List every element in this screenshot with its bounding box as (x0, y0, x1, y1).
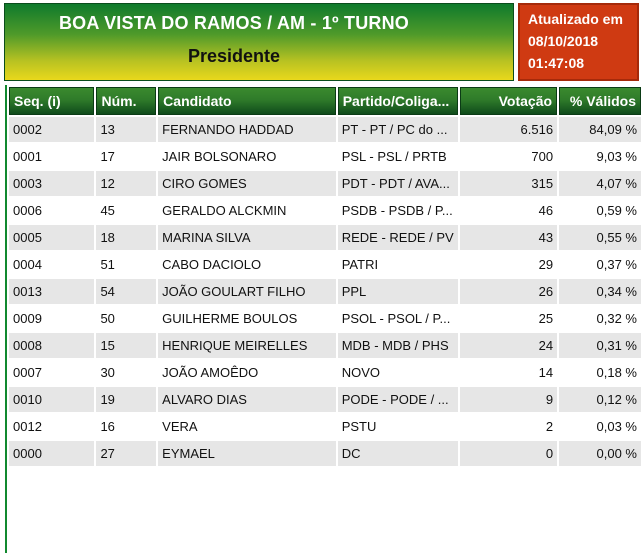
page-title: BOA VISTA DO RAMOS / AM - 1º TURNO (58, 13, 410, 33)
cell-number: 18 (96, 225, 156, 250)
cell-number: 17 (96, 144, 156, 169)
updated-date: 08/10/2018 (528, 33, 599, 49)
cell-candidate: JAIR BOLSONARO (158, 144, 336, 169)
column-header-candidate[interactable]: Candidato (158, 87, 336, 115)
cell-percent: 0,18 % (559, 360, 641, 385)
cell-party: PATRI (338, 252, 458, 277)
cell-percent: 84,09 % (559, 117, 641, 142)
cell-candidate: JOÃO AMOÊDO (158, 360, 336, 385)
table-row[interactable] (9, 198, 641, 223)
table-body (9, 117, 641, 466)
cell-votes: 9 (460, 387, 557, 412)
cell-percent: 0,34 % (559, 279, 641, 304)
column-header-seq[interactable]: Seq. (i) (9, 87, 94, 115)
title-banner (4, 3, 514, 81)
cell-number: 51 (96, 252, 156, 277)
cell-votes: 700 (460, 144, 557, 169)
cell-number: 54 (96, 279, 156, 304)
cell-percent: 0,12 % (559, 387, 641, 412)
cell-number: 27 (96, 441, 156, 466)
cell-percent: 0,00 % (559, 441, 641, 466)
cell-party: NOVO (338, 360, 458, 385)
page-subtitle: Presidente (187, 46, 281, 66)
cell-number: 19 (96, 387, 156, 412)
cell-percent: 0,32 % (559, 306, 641, 331)
cell-number: 50 (96, 306, 156, 331)
cell-candidate: GERALDO ALCKMIN (158, 198, 336, 223)
cell-percent: 9,03 % (559, 144, 641, 169)
cell-party: MDB - MDB / PHS (338, 333, 458, 358)
table-row[interactable] (9, 279, 641, 304)
cell-number: 45 (96, 198, 156, 223)
cell-percent: 0,31 % (559, 333, 641, 358)
cell-votes: 2 (460, 414, 557, 439)
cell-party: PT - PT / PC do ... (338, 117, 458, 142)
column-header-pct[interactable]: % Válidos (559, 87, 641, 115)
cell-party: PPL (338, 279, 458, 304)
header (0, 0, 643, 88)
cell-seq: 0008 (9, 333, 94, 358)
table-row[interactable] (9, 414, 641, 439)
cell-votes: 14 (460, 360, 557, 385)
table-row[interactable] (9, 117, 641, 142)
table-row[interactable] (9, 225, 641, 250)
updated-label: Atualizado em (528, 11, 623, 27)
cell-number: 15 (96, 333, 156, 358)
cell-candidate: EYMAEL (158, 441, 336, 466)
cell-votes: 0 (460, 441, 557, 466)
cell-candidate: HENRIQUE MEIRELLES (158, 333, 336, 358)
cell-seq: 0009 (9, 306, 94, 331)
cell-candidate: ALVARO DIAS (158, 387, 336, 412)
cell-votes: 26 (460, 279, 557, 304)
cell-seq: 0000 (9, 441, 94, 466)
cell-number: 16 (96, 414, 156, 439)
cell-percent: 4,07 % (559, 171, 641, 196)
cell-number: 30 (96, 360, 156, 385)
cell-votes: 315 (460, 171, 557, 196)
cell-votes: 24 (460, 333, 557, 358)
results-table (7, 85, 643, 468)
cell-number: 13 (96, 117, 156, 142)
cell-seq: 0002 (9, 117, 94, 142)
cell-candidate: CABO DACIOLO (158, 252, 336, 277)
cell-seq: 0005 (9, 225, 94, 250)
cell-number: 12 (96, 171, 156, 196)
cell-party: PSL - PSL / PRTB (338, 144, 458, 169)
table-row[interactable] (9, 441, 641, 466)
column-header-party[interactable]: Partido/Coliga... (338, 87, 458, 115)
table-row[interactable] (9, 252, 641, 277)
cell-votes: 6.516 (460, 117, 557, 142)
table-row[interactable] (9, 171, 641, 196)
cell-percent: 0,03 % (559, 414, 641, 439)
cell-candidate: MARINA SILVA (158, 225, 336, 250)
cell-seq: 0003 (9, 171, 94, 196)
cell-seq: 0001 (9, 144, 94, 169)
cell-candidate: CIRO GOMES (158, 171, 336, 196)
cell-party: PODE - PODE / ... (338, 387, 458, 412)
cell-party: DC (338, 441, 458, 466)
update-status-box (518, 3, 639, 81)
cell-votes: 43 (460, 225, 557, 250)
cell-party: PSOL - PSOL / P... (338, 306, 458, 331)
table-row[interactable] (9, 387, 641, 412)
cell-party: REDE - REDE / PV (338, 225, 458, 250)
cell-candidate: VERA (158, 414, 336, 439)
table-row[interactable] (9, 360, 641, 385)
table-row[interactable] (9, 333, 641, 358)
table-header-row (9, 87, 641, 115)
cell-seq: 0004 (9, 252, 94, 277)
cell-party: PSDB - PSDB / P... (338, 198, 458, 223)
column-header-votes[interactable]: Votação (460, 87, 557, 115)
cell-candidate: JOÃO GOULART FILHO (158, 279, 336, 304)
cell-votes: 25 (460, 306, 557, 331)
cell-percent: 0,37 % (559, 252, 641, 277)
results-table-container (5, 85, 643, 553)
cell-party: PDT - PDT / AVA... (338, 171, 458, 196)
updated-time: 01:47:08 (528, 55, 585, 71)
cell-votes: 29 (460, 252, 557, 277)
cell-seq: 0006 (9, 198, 94, 223)
column-header-num[interactable]: Núm. (96, 87, 156, 115)
table-row[interactable] (9, 144, 641, 169)
cell-seq: 0013 (9, 279, 94, 304)
cell-votes: 46 (460, 198, 557, 223)
cell-candidate: GUILHERME BOULOS (158, 306, 336, 331)
cell-seq: 0012 (9, 414, 94, 439)
cell-candidate: FERNANDO HADDAD (158, 117, 336, 142)
table-row[interactable] (9, 306, 641, 331)
cell-percent: 0,55 % (559, 225, 641, 250)
cell-party: PSTU (338, 414, 458, 439)
cell-seq: 0007 (9, 360, 94, 385)
cell-seq: 0010 (9, 387, 94, 412)
cell-percent: 0,59 % (559, 198, 641, 223)
